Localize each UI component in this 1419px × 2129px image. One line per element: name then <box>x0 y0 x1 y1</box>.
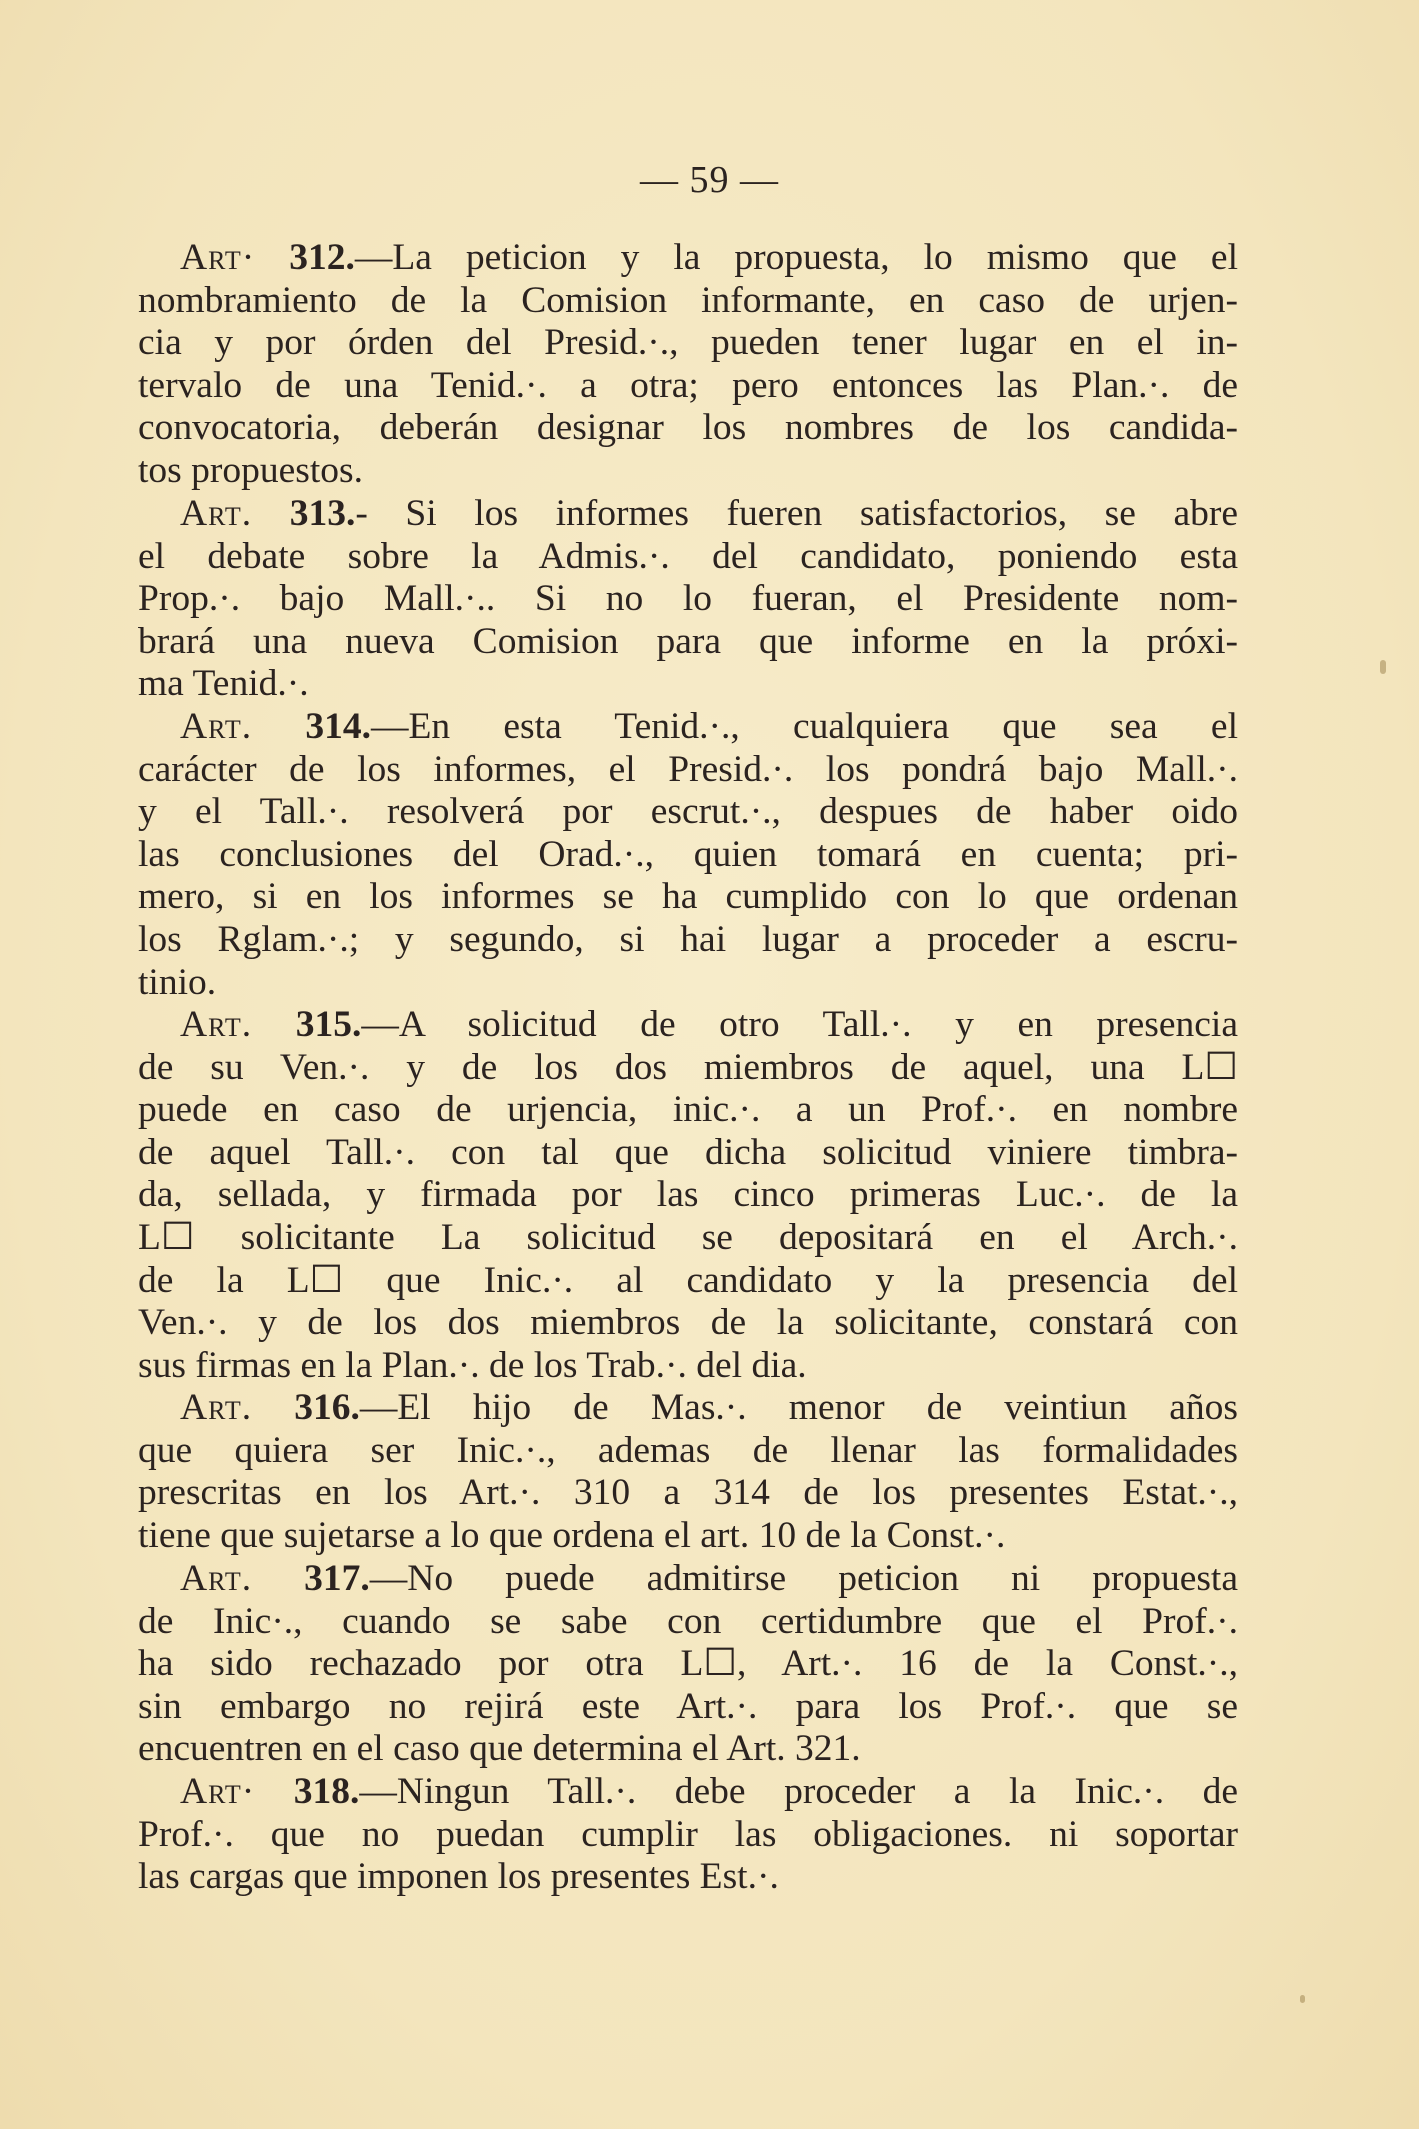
article-text-line: nombramiento de la Comision informante, en caso de urjen- <box>138 279 1238 321</box>
article-text-line: prescritas en los Art.·. 310 a 314 de los presentes Estat.·., <box>138 1472 1238 1514</box>
article-312 <box>138 237 1238 493</box>
paper-stain <box>1300 1995 1305 2003</box>
article-first-line <box>138 1558 1238 1601</box>
article-text-line: —En esta Tenid.·., cualquiera que sea el <box>371 706 1238 747</box>
article-number: 313. <box>289 493 356 534</box>
article-317 <box>138 1558 1238 1771</box>
article-first-line <box>138 1004 1238 1047</box>
article-text-line: y el Tall.·. resolverá por escrut.·., despues de haber oido <box>138 791 1238 833</box>
article-text-line: puede en caso de urjencia, inic.·. a un Prof.·. en nombre <box>138 1089 1238 1131</box>
article-text-line: sus firmas en la Plan.·. de los Trab.·. del dia. <box>138 1344 807 1386</box>
article-label: Art. <box>180 1004 253 1045</box>
article-text-line: encuentren en el caso que determina el Art. 321. <box>138 1728 861 1770</box>
article-text-line: Prop.·. bajo Mall.·.. Si no lo fueran, el Presidente nom- <box>138 578 1238 620</box>
article-label: Art. <box>180 1387 253 1428</box>
article-text-line: carácter de los informes, el Presid.·. los pondrá bajo Mall.·. <box>138 748 1238 790</box>
article-text-line: de la L☐ que Inic.·. al candidato y la presencia del <box>138 1259 1238 1301</box>
article-text-line: brará una nueva Comision para que informe en la próxi- <box>138 620 1238 662</box>
article-number: 316. <box>294 1387 360 1428</box>
article-text-line: mero, si en los informes se ha cumplido con lo que ordenan <box>138 876 1238 918</box>
article-text-line: el debate sobre la Admis.·. del candidato, poniendo esta <box>138 535 1238 577</box>
article-number: 315. <box>295 1004 362 1045</box>
article-number: 314. <box>305 706 371 747</box>
article-first-line <box>138 493 1238 536</box>
article-text-line: Prof.·. que no puedan cumplir las obligaciones. ni soportar <box>138 1813 1238 1855</box>
article-first-line <box>138 1771 1238 1814</box>
article-text-line: —La peticion y la propuesta, lo mismo que el <box>354 237 1238 278</box>
article-text-line: —No puede admitirse peticion ni propuesta <box>369 1558 1238 1599</box>
article-text-line: da, sellada, y firmada por las cinco primeras Luc.·. de la <box>138 1174 1238 1216</box>
article-text-line: de aquel Tall.·. con tal que dicha solicitud viniere timbra- <box>138 1131 1238 1173</box>
article-label: Art. <box>180 1558 253 1599</box>
article-text-line: que quiera ser Inic.·., ademas de llenar las formalidades <box>138 1429 1238 1471</box>
article-text-line: Ven.·. y de los dos miembros de la solicitante, constará con <box>138 1302 1238 1344</box>
article-text-line: —A solicitud de otro Tall.·. y en presencia <box>361 1004 1238 1045</box>
article-text-line: de su Ven.·. y de los dos miembros de aquel, una L☐ <box>138 1046 1238 1088</box>
article-text-line: cia y por órden del Presid.·., pueden tener lugar en el in- <box>138 322 1238 364</box>
article-313 <box>138 493 1238 706</box>
article-text-line: tiene que sujetarse a lo que ordena el art. 10 de la Const.·. <box>138 1514 1006 1556</box>
article-first-line <box>138 1387 1238 1430</box>
article-318 <box>138 1771 1238 1899</box>
article-text-line: —El hijo de Mas.·. menor de veintiun años <box>359 1387 1239 1428</box>
article-text-line: ma Tenid.·. <box>138 663 309 705</box>
article-number: 318. <box>293 1771 360 1812</box>
article-316 <box>138 1387 1238 1557</box>
article-text-line: convocatoria, deberán designar los nombres de los candida- <box>138 407 1238 449</box>
article-label: Art· <box>180 1771 256 1812</box>
article-text-line: las cargas que imponen los presentes Est.·. <box>138 1856 779 1898</box>
article-314 <box>138 706 1238 1004</box>
article-text-line: —Ningun Tall.·. debe proceder a la Inic.·. de <box>359 1771 1238 1812</box>
article-text-line: L☐ solicitante La solicitud se depositará en el Arch.·. <box>138 1216 1238 1258</box>
article-text-line: - Si los informes fueren satisfactorios, se abre <box>355 493 1239 534</box>
article-first-line <box>138 706 1238 749</box>
article-number: 312. <box>289 237 355 278</box>
article-text-line: tinio. <box>138 961 217 1003</box>
article-label: Art. <box>180 706 253 747</box>
article-text-line: tervalo de una Tenid.·. a otra; pero entonces las Plan.·. de <box>138 364 1238 406</box>
article-number: 317. <box>304 1558 370 1599</box>
article-text-line: sin embargo no rejirá este Art.·. para los Prof.·. que se <box>138 1685 1238 1727</box>
paper-stain <box>1380 660 1386 674</box>
article-text-line: tos propuestos. <box>138 449 363 491</box>
page-number: — 59 — <box>640 159 779 201</box>
article-label: Art· <box>180 237 256 278</box>
article-first-line <box>138 237 1238 280</box>
article-text-line: ha sido rechazado por otra L☐, Art.·. 16 de la Const.·., <box>138 1643 1238 1685</box>
article-label: Art. <box>180 493 253 534</box>
article-text-line: las conclusiones del Orad.·., quien tomará en cuenta; pri- <box>138 833 1238 875</box>
article-315 <box>138 1004 1238 1387</box>
article-text-line: de Inic·., cuando se sabe con certidumbre que el Prof.·. <box>138 1600 1238 1642</box>
article-text-line: los Rglam.·.; y segundo, si hai lugar a proceder a escru- <box>138 918 1238 960</box>
